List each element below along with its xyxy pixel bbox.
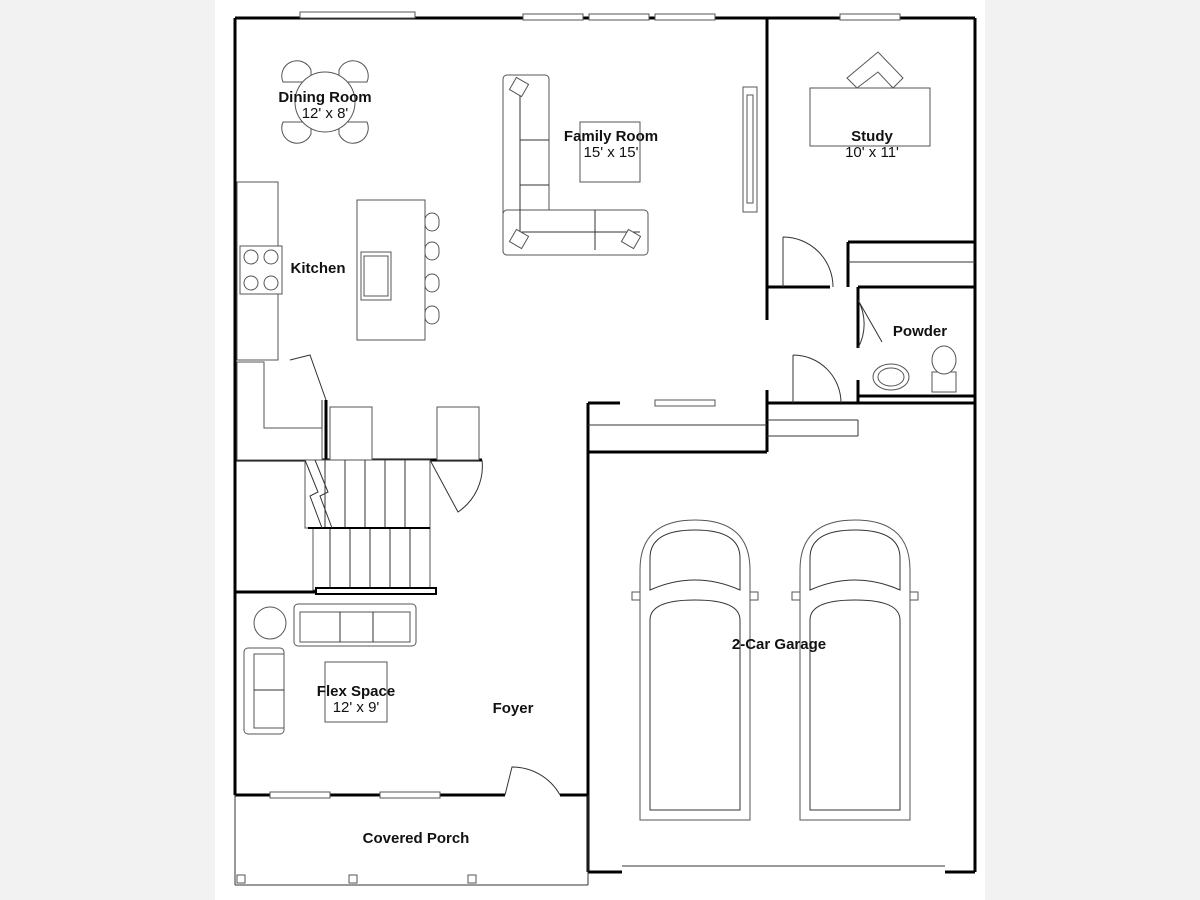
family-room-name: Family Room [563, 128, 659, 145]
garage-name: 2-Car Garage [731, 636, 827, 653]
family-room-size: 15' x 15' [583, 144, 639, 161]
garage-cars [632, 520, 918, 820]
dining-room-name: Dining Room [278, 89, 372, 106]
study-size: 10' x 11' [845, 144, 899, 161]
study-name: Study [851, 128, 893, 145]
powder-name: Powder [892, 323, 948, 340]
flex-furniture [244, 604, 416, 734]
covered-porch-name: Covered Porch [362, 830, 470, 847]
dining-room-size: 12' x 8' [301, 105, 349, 122]
stairs [305, 460, 436, 594]
family-room-furniture [503, 75, 757, 255]
flex-space-name: Flex Space [316, 683, 396, 700]
kitchen-name: Kitchen [290, 260, 346, 277]
powder-fixtures [873, 346, 956, 392]
kitchen-fixtures [237, 182, 479, 460]
foyer-name: Foyer [492, 700, 534, 717]
flex-space-size: 12' x 9' [332, 699, 380, 716]
